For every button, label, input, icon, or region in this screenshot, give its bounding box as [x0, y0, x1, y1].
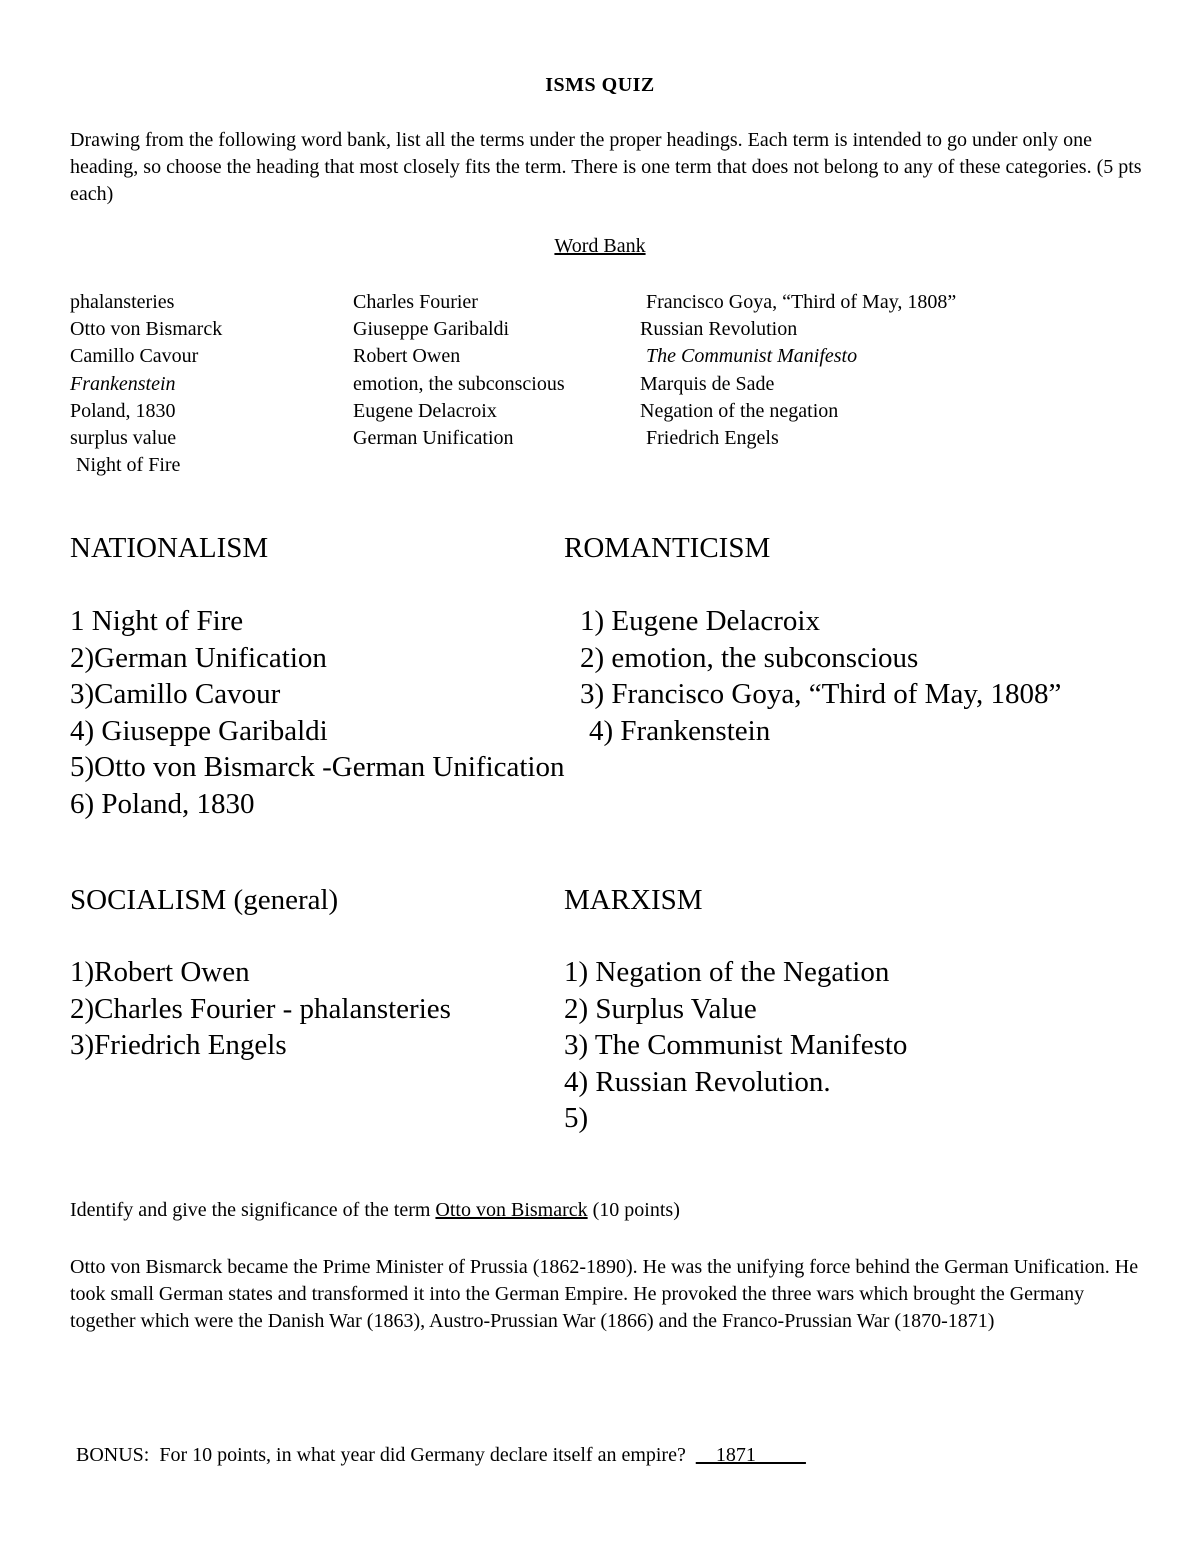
list-item: 6) Poland, 1830: [70, 787, 255, 820]
nationalism-list: [70, 603, 565, 822]
word-bank-term: Russian Revolution: [640, 318, 798, 341]
list-item: 1) Negation of the Negation: [564, 956, 890, 988]
word-bank-term: Francisco Goya, “Third of May, 1808”: [646, 291, 957, 313]
word-bank-term: The Communist Manifesto: [646, 345, 858, 368]
word-bank-column-1: [70, 289, 222, 479]
word-bank-heading: Word Bank: [554, 235, 646, 257]
list-item: 4) Frankenstein: [589, 714, 771, 747]
list-item: 2)German Unification: [70, 641, 327, 674]
list-item: 1 Night of Fire: [70, 605, 244, 637]
list-item: 2) emotion, the subconscious: [580, 641, 919, 674]
list-item: 2)Charles Fourier - phalansteries: [70, 992, 451, 1025]
nationalism-heading: NATIONALISM: [70, 532, 269, 564]
list-item: 3)Friedrich Engels: [70, 1029, 287, 1061]
word-bank-term: Robert Owen: [353, 345, 461, 368]
romanticism-list: [580, 603, 1061, 749]
question-term: Otto von Bismarck: [435, 1199, 588, 1221]
list-item: 3) Francisco Goya, “Third of May, 1808”: [580, 678, 1062, 710]
marxism-heading: MARXISM: [564, 884, 703, 916]
word-bank-term: Friedrich Engels: [646, 427, 779, 450]
socialism-list: [70, 954, 451, 1064]
word-bank-column-2: [353, 289, 565, 452]
word-bank-term: German Unification: [353, 427, 514, 450]
marxism-list: [564, 954, 907, 1137]
word-bank-term: Negation of the negation: [640, 399, 839, 422]
word-bank-column-3: [640, 289, 956, 452]
word-bank-term: Frankenstein: [70, 372, 176, 395]
list-item: 1)Robert Owen: [70, 956, 250, 988]
list-item: 4) Giuseppe Garibaldi: [70, 714, 328, 747]
identify-question: [70, 1199, 680, 1222]
list-item: 1) Eugene Delacroix: [580, 605, 820, 637]
bonus-text: BONUS: For 10 points, in what year did Germany declare itself an empire?: [76, 1444, 696, 1466]
word-bank-term: phalansteries: [70, 291, 175, 313]
word-bank-term: Giuseppe Garibaldi: [353, 318, 510, 341]
romanticism-heading: ROMANTICISM: [564, 532, 771, 564]
list-item: 2) Surplus Value: [564, 992, 757, 1025]
list-item: 5): [564, 1102, 589, 1134]
word-bank-term: Poland, 1830: [70, 399, 176, 422]
list-item: 4) Russian Revolution.: [564, 1065, 831, 1098]
word-bank-term: Charles Fourier: [353, 291, 478, 313]
word-bank-term: Otto von Bismarck: [70, 318, 223, 341]
word-bank-term: Night of Fire: [76, 454, 181, 477]
page-title: ISMS QUIZ: [545, 74, 655, 96]
word-bank-term: Marquis de Sade: [640, 372, 775, 395]
socialism-heading: SOCIALISM (general): [70, 884, 339, 916]
list-item: 5)Otto von Bismarck -German Unification: [70, 751, 565, 783]
bonus-answer: __1871_____: [695, 1444, 806, 1466]
bonus-question: [76, 1444, 806, 1467]
word-bank-term: Eugene Delacroix: [353, 399, 497, 422]
word-bank-term: surplus value: [70, 427, 177, 450]
list-item: 3) The Communist Manifesto: [564, 1029, 908, 1061]
identify-answer: Otto von Bismarck became the Prime Minister of Prussia (1862-1890). He was the unifying force behind the German Unification. He took small German states and transformed it into the German Empire. He provoked the three wars which brought the Germany together which were the Danish War (1863), Austro-Prussian War (1866) and the Franco-Prussian War (1870-1871): [70, 1256, 1139, 1332]
word-bank-term: emotion, the subconscious: [353, 372, 565, 395]
list-item: 3)Camillo Cavour: [70, 678, 281, 710]
question-prefix: Identify and give the significance of the term: [70, 1199, 436, 1221]
instructions: Drawing from the following word bank, list all the terms under the proper headings. Each term is intended to go under only one heading, so choose the heading that most closely fits the term. There is one term that does not belong to any of these categories. (5 pts each): [70, 129, 1142, 205]
word-bank-term: Camillo Cavour: [70, 345, 199, 368]
question-suffix: (10 points): [587, 1199, 680, 1221]
